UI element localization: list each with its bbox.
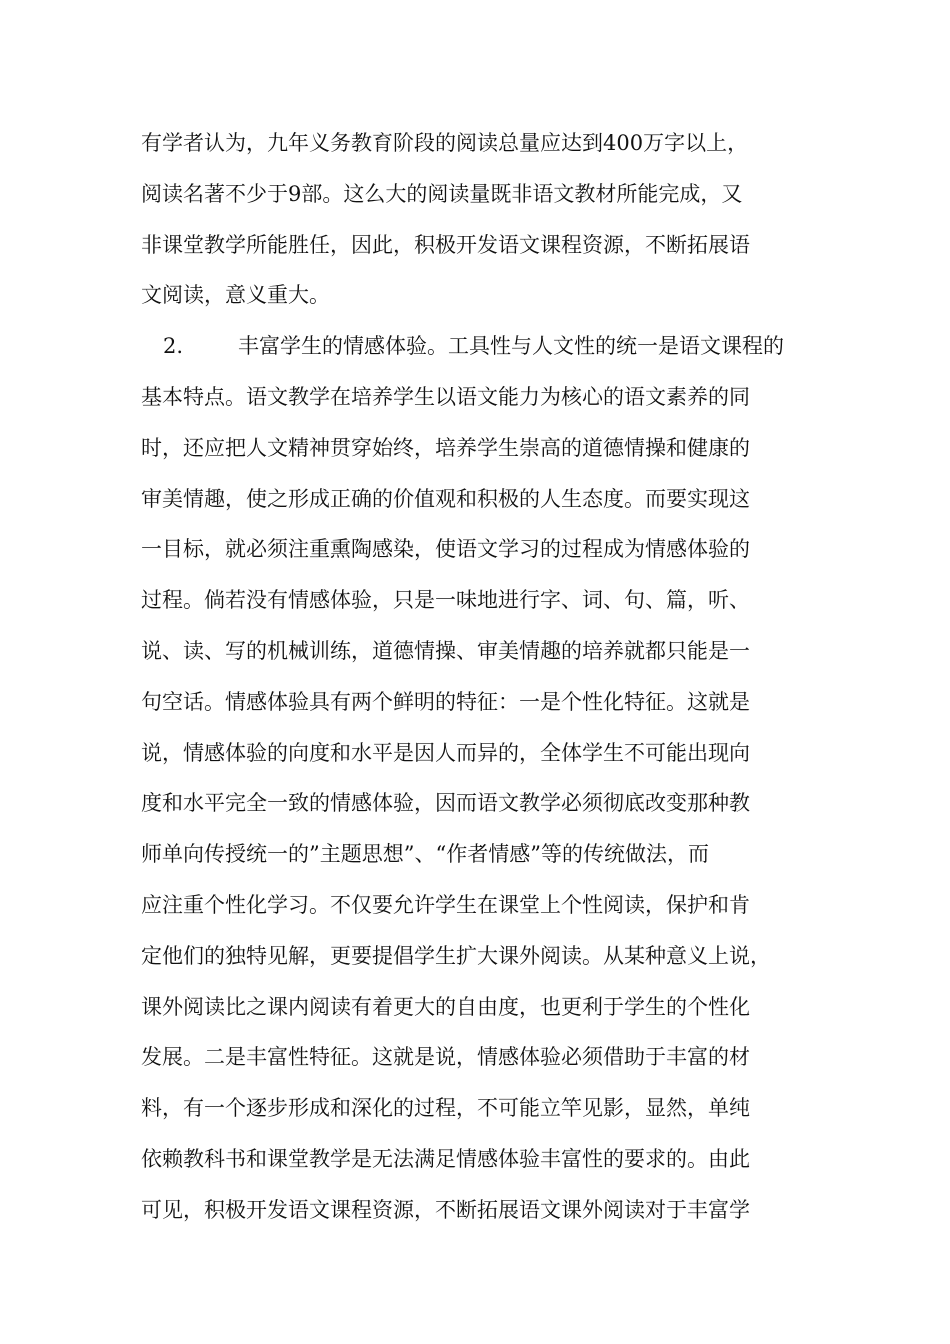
text-line: 审美情趣，使之形成正确的价值观和积极的人生态度。而要实现这 <box>141 486 750 511</box>
text-line: 可见，积极开发语文课程资源，不断拓展语文课外阅读对于丰富学 <box>141 1197 750 1222</box>
text-line: 丰富学生的情感体验。工具性与人文性的统一是语文课程的 <box>238 334 784 359</box>
text-line: 定他们的独特见解，更要提倡学生扩大课外阅读。从某种意义上说， <box>141 943 771 968</box>
text-line: 句空话。情感体验具有两个鲜明的特征：一是个性化特征。这就是 <box>141 689 750 714</box>
text-line: 有学者认为，九年义务教育阶段的阅读总量应达到400万字以上， <box>141 131 749 155</box>
text-line: 时，还应把人文精神贯穿始终，培养学生崇高的道德情操和健康的 <box>141 435 750 460</box>
text-line: 一目标，就必须注重熏陶感染，使语文学习的过程成为情感体验的 <box>141 537 750 562</box>
text-line: 料，有一个逐步形成和深化的过程，不可能立竿见影，显然，单纯 <box>141 1096 750 1121</box>
text-line: 基本特点。语文教学在培养学生以语文能力为核心的语文素养的同 <box>141 384 750 409</box>
text-line: 应注重个性化学习。不仅要允许学生在课堂上个性阅读，保护和肯 <box>141 892 750 917</box>
list-number: 2. <box>163 334 184 359</box>
text-line: 依赖教科书和课堂教学是无法满足情感体验丰富性的要求的。由此 <box>141 1146 750 1171</box>
list-item-line <box>141 321 821 372</box>
body-text <box>141 118 821 1236</box>
text-line: 课外阅读比之课内阅读有着更大的自由度，也更利于学生的个性化 <box>141 994 750 1019</box>
text-line: 文阅读，意义重大。 <box>141 283 330 308</box>
text-line: 非课堂教学所能胜任，因此，积极开发语文课程资源，不断拓展语 <box>141 232 750 257</box>
text-line: 阅读名著不少于9部。这么大的阅读量既非语文教材所能完成，又 <box>141 181 743 206</box>
text-line: 度和水平完全一致的情感体验，因而语文教学必须彻底改变那种教 <box>141 791 750 816</box>
text-line: 说、读、写的机械训练，道德情操、审美情趣的培养就都只能是一 <box>141 638 750 663</box>
text-line: 过程。倘若没有情感体验，只是一味地进行字、词、句、篇，听、 <box>141 588 750 613</box>
text-line: 说，情感体验的向度和水平是因人而异的，全体学生不可能出现向 <box>141 740 750 765</box>
text-line: 师单向传授统一的”主题思想”、“作者情感”等的传统做法，而 <box>141 842 709 867</box>
text-line: 发展。二是丰富性特征。这就是说，情感体验必须借助于丰富的材 <box>141 1045 750 1070</box>
